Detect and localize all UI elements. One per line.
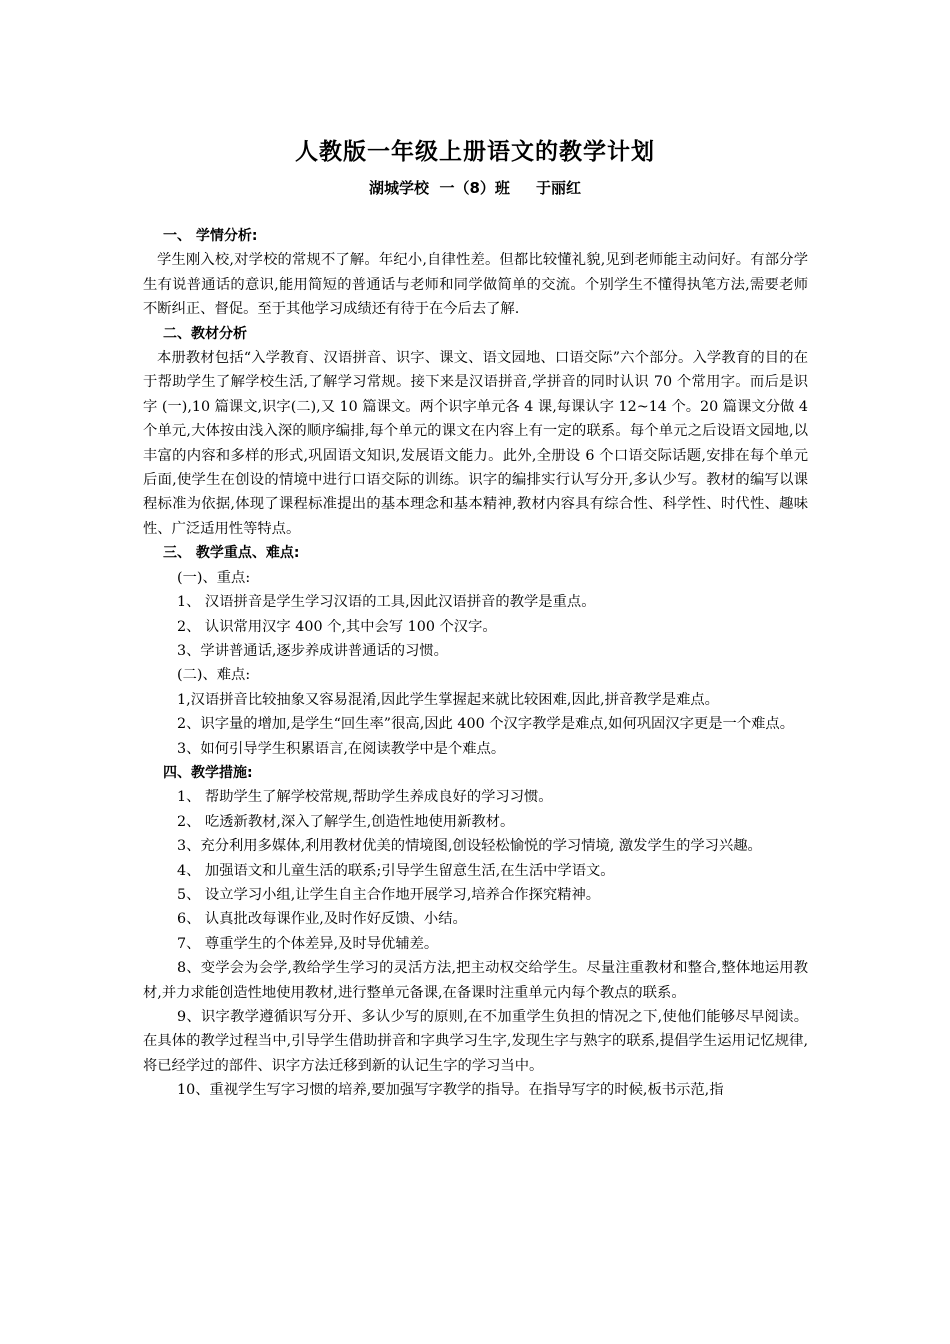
list-item: 7、 尊重学生的个体差异,及时导优辅差。 — [177, 935, 439, 952]
section-heading-2: 二、教材分析 — [163, 325, 247, 342]
list-item: 3、充分利用多媒体,利用教材优美的情境图,创设轻松愉悦的学习情境, 激发学生的学习兴趣。 — [177, 838, 762, 855]
section-heading-3: 三、 教学重点、难点: — [163, 545, 300, 562]
document-body — [143, 224, 808, 1103]
list-item: 2、识字量的增加,是学生“回生率”很高,因此 400 个汉字教学是难点,如何巩固汉字更是一个难点。 — [177, 716, 795, 733]
subheading-difficulties: (二)、难点: — [177, 667, 251, 684]
list-item: 9、识字教学遵循识写分开、多认少写的原则,在不加重学生负担的情况之下,使他们能够尽早阅读。在具体的教学过程当中,引导学生借助拼音和字典学习生字,发现生字与熟字的联系,提倡学生运用记忆规律,将已经学过的部件、识字方法迁移到新的认记生字的学习当中。 — [143, 1009, 808, 1074]
list-item: 4、 加强语文和儿童生活的联系;引导学生留意生活,在生活中学语文。 — [177, 862, 615, 879]
section-heading-4: 四、教学措施: — [163, 764, 253, 781]
list-item: 1、 帮助学生了解学校常规,帮助学生养成良好的学习习惯。 — [177, 789, 553, 806]
list-item: 1、 汉语拼音是学生学习汉语的工具,因此汉语拼音的教学是重点。 — [177, 594, 596, 611]
list-item: 3、学讲普通话,逐步养成讲普通话的习惯。 — [177, 642, 448, 659]
list-item: 2、 认识常用汉字 400 个,其中会写 100 个汉字。 — [177, 618, 497, 635]
document-subtitle: 湖城学校 一（8）班 于丽红 — [369, 179, 581, 197]
list-item: 5、 设立学习小组,让学生自主合作地开展学习,培养合作探究精神。 — [177, 886, 601, 903]
list-item: 8、变学会为会学,教给学生学习的灵活方法,把主动权交给学生。尽量注重教材和整合,整体地运用教材,并力求能创造性地使用教材,进行整单元备课,在备课时注重单元内每个教点的联系。 — [143, 960, 808, 1001]
list-item: 10、重视学生写字习惯的培养,要加强写字教学的指导。在指导写字的时候,板书示范,指 — [177, 1082, 724, 1099]
document-title: 人教版一年级上册语文的教学计划 — [295, 139, 655, 165]
subheading-key-points: (一)、重点: — [177, 569, 251, 586]
section-1-paragraph: 学生刚入校,对学校的常规不了解。年纪小,自律性差。但都比较懂礼貌,见到老师能主动问好。有部分学生有说普通话的意识,能用简短的普通话与老师和同学做简单的交流。个别学生不懂得执笔方法,需要老师不断纠正、督促。至于其他学习成绩还有待于在今后去了解. — [143, 252, 808, 318]
section-2-paragraph: 本册教材包括“入学教育、汉语拼音、识字、课文、语文园地、口语交际”六个部分。入学教育的目的在于帮助学生了解学校生活,了解学习常规。接下来是汉语拼音,学拼音的同时认识 70 个常用字。而后是识字 (一),10 篇课文,识字(二),又 10 篇课文。两个识字单元各 4 课,每课认字 12~14 个。20 篇课文分做 4 个单元,大体按由浅入深的顺序编排,每个单元的课文在内容上有一定的联系。每个单元之后设语文园地,以丰富的内容和多样的形式,巩固语文知识,发展语文能力。此外,全册设 6 个口语交际话题,安排在每个单元后面,使学生在创设的情境中进行口语交际的训练。识字的编排实行认写分开,多认少写。教材的编写以课程标准为依据,体现了课程标准提出的基本理念和基本精神,教材内容具有综合性、科学性、时代性、趣味性、广泛适用性等特点。 — [143, 350, 808, 537]
list-item: 2、 吃透新教材,深入了解学生,创造性地使用新教材。 — [177, 813, 515, 830]
list-item: 1,汉语拼音比较抽象又容易混淆,因此学生掌握起来就比较困难,因此,拼音教学是难点。 — [177, 691, 719, 708]
list-item: 3、如何引导学生积累语言,在阅读教学中是个难点。 — [177, 740, 506, 757]
list-item: 6、 认真批改每课作业,及时作好反馈、小结。 — [177, 911, 467, 928]
section-heading-1: 一、 学情分析: — [163, 228, 258, 244]
